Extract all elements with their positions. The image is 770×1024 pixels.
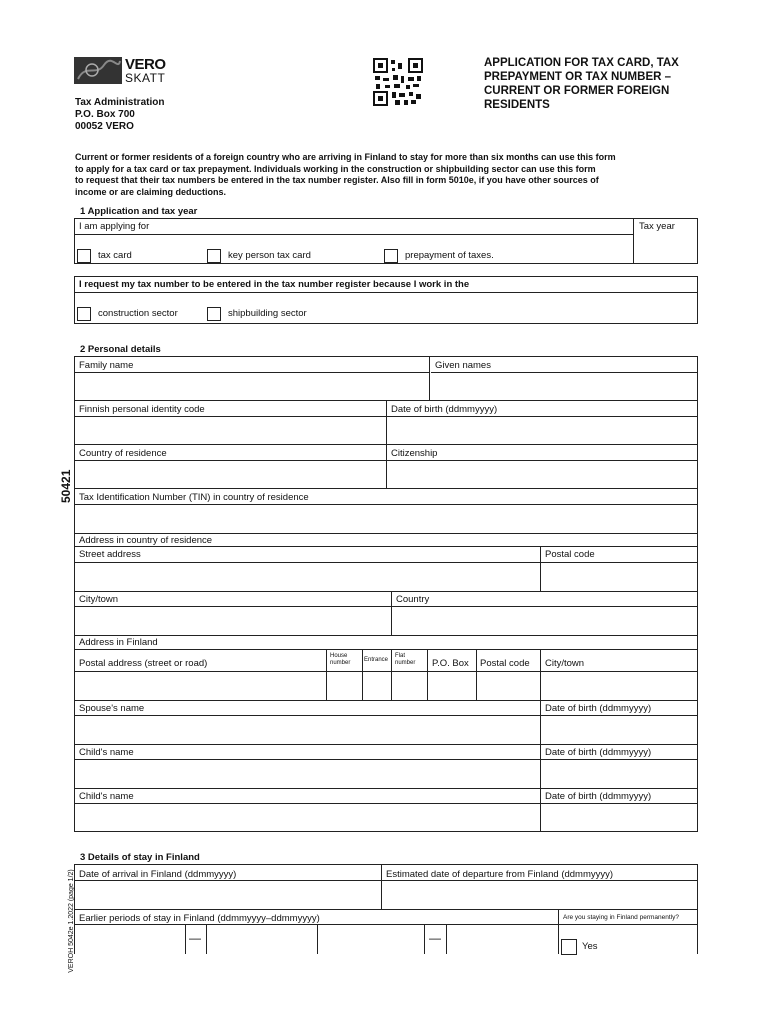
applying-for-label: I am applying for <box>79 221 150 232</box>
row-rule <box>74 546 698 547</box>
permanent-question: Are you staying in Finland permanently? <box>563 914 679 921</box>
spouse-name-label: Spouse's name <box>79 703 145 714</box>
construction-checkbox[interactable] <box>77 307 91 321</box>
dob-label: Date of birth (ddmmyyyy) <box>391 404 498 415</box>
child2-dob-field[interactable] <box>541 804 697 831</box>
row-rule <box>74 533 698 534</box>
section-2-heading: 2 Personal details <box>80 344 161 355</box>
period-2-start-field[interactable] <box>318 925 424 954</box>
yes-label: Yes <box>582 941 598 952</box>
tax-card-checkbox[interactable] <box>77 249 91 263</box>
finnish-id-label: Finnish personal identity code <box>79 404 205 415</box>
spouse-dob-field[interactable] <box>541 716 697 744</box>
tax-year-label: Tax year <box>639 221 675 232</box>
postal-address-label: Postal address (street or road) <box>79 658 208 669</box>
dob-field[interactable] <box>387 417 697 444</box>
form-code: VEROH 5042e 1.2022 (page 1/2) <box>68 869 75 973</box>
tax-year-field[interactable] <box>634 234 697 263</box>
intro-line-2: to apply for a tax card or tax prepayment. Individuals working in the construction or shipbuilding sector can use this form <box>75 163 596 174</box>
divider <box>74 292 698 293</box>
qr-code-icon <box>373 58 423 106</box>
family-name-label: Family name <box>79 360 134 371</box>
spouse-name-field[interactable] <box>75 716 540 744</box>
city2-field[interactable] <box>541 672 697 700</box>
intro-text <box>75 152 616 198</box>
flat-number-label: Flat number <box>395 653 416 666</box>
key-person-checkbox[interactable] <box>207 249 221 263</box>
construction-label: construction sector <box>98 308 178 319</box>
logo-emblem-icon <box>74 57 122 84</box>
intro-line-3: to request that their tax numbers be entered in the tax number register. Also fill in form 5010e, if you have other sources of <box>75 175 599 185</box>
logo-word-skatt: SKATT <box>125 71 166 85</box>
period-1-end-field[interactable] <box>207 925 317 954</box>
earlier-periods-label: Earlier periods of stay in Finland (ddmmyyyy–ddmmyyyy) <box>79 913 320 924</box>
given-names-label: Given names <box>435 360 491 371</box>
finnish-id-field[interactable] <box>75 417 386 444</box>
title-line-3: CURRENT OR FORMER FOREIGN <box>484 85 670 97</box>
city-label: City/town <box>79 594 119 605</box>
prepayment-label: prepayment of taxes. <box>405 250 494 261</box>
divider <box>74 234 633 235</box>
child1-dob-field[interactable] <box>541 760 697 788</box>
tax-card-label: tax card <box>98 250 132 261</box>
given-names-field[interactable] <box>432 373 697 400</box>
child1-name-field[interactable] <box>75 760 540 788</box>
tin-field[interactable] <box>75 505 697 533</box>
form-number: 50421 <box>59 469 73 503</box>
intro-line-1: Current or former residents of a foreign country who are arriving in Finland to stay for more than six months can use this form <box>75 152 616 162</box>
address-line-1: Tax Administration <box>75 97 165 108</box>
row-rule <box>74 488 698 489</box>
title-line-2: PREPAYMENT OR TAX NUMBER – <box>484 71 672 83</box>
house-number-field[interactable] <box>327 672 362 700</box>
key-person-label: key person tax card <box>228 250 311 261</box>
shipbuilding-label: shipbuilding sector <box>228 308 307 319</box>
period-2-end-field[interactable] <box>447 925 558 954</box>
row-rule <box>74 909 698 910</box>
period-1-start-field[interactable] <box>75 925 185 954</box>
child1-name-label: Child's name <box>79 747 134 758</box>
city-field[interactable] <box>75 607 391 635</box>
row-rule <box>74 635 698 636</box>
child2-name-field[interactable] <box>75 804 540 831</box>
form-title <box>484 56 679 112</box>
family-name-field[interactable] <box>75 373 429 400</box>
period-dash-2: — <box>429 931 441 945</box>
row-rule <box>74 788 698 789</box>
tax-number-request-label: I request my tax number to be entered in the tax number register because I work in the <box>79 279 470 290</box>
flat-number-field[interactable] <box>392 672 427 700</box>
postal-code2-field[interactable] <box>477 672 540 700</box>
tin-label: Tax Identification Number (TIN) in country of residence <box>79 492 309 503</box>
po-box-label: P.O. Box <box>432 658 469 669</box>
arrival-field[interactable] <box>75 881 381 909</box>
departure-label: Estimated date of departure from Finland (ddmmyyyy) <box>386 869 614 880</box>
col-rule <box>185 924 186 954</box>
shipbuilding-checkbox[interactable] <box>207 307 221 321</box>
yes-checkbox[interactable] <box>561 939 577 955</box>
logo-word-vero: VERO <box>125 56 166 73</box>
departure-field[interactable] <box>382 881 697 909</box>
prepayment-checkbox[interactable] <box>384 249 398 263</box>
period-dash-1: — <box>189 931 201 945</box>
vero-logo <box>74 57 170 85</box>
col-rule <box>558 909 559 954</box>
form-code-vertical <box>60 851 75 991</box>
street-label: Street address <box>79 549 141 560</box>
entrance-field[interactable] <box>363 672 391 700</box>
section-3-heading: 3 Details of stay in Finland <box>80 852 200 863</box>
address-foreign-label: Address in country of residence <box>79 535 213 546</box>
postal-code-label: Postal code <box>545 549 595 560</box>
house-number-label: House number <box>330 653 351 666</box>
entrance-label: Entrance <box>364 657 389 663</box>
address-finland-label: Address in Finland <box>79 637 158 648</box>
title-line-4: RESIDENTS <box>484 99 550 111</box>
col-rule <box>424 924 425 954</box>
po-box-field[interactable] <box>428 672 476 700</box>
citizenship-label: Citizenship <box>391 448 438 459</box>
address-line-2: P.O. Box 700 <box>75 109 135 120</box>
postal-code-field[interactable] <box>541 563 697 591</box>
city2-label: City/town <box>545 658 585 669</box>
country-field[interactable] <box>392 607 697 635</box>
country-label: Country <box>396 594 430 605</box>
address-line-3: 00052 VERO <box>75 121 134 132</box>
country-residence-label: Country of residence <box>79 448 167 459</box>
row-rule <box>74 700 698 701</box>
postal-address-field[interactable] <box>75 672 326 700</box>
title-line-1: APPLICATION FOR TAX CARD, TAX <box>484 57 679 69</box>
postal-code2-label: Postal code <box>480 658 530 669</box>
child2-name-label: Child's name <box>79 791 134 802</box>
arrival-label: Date of arrival in Finland (ddmmyyyy) <box>79 869 237 880</box>
sender-address <box>75 97 164 133</box>
row-rule <box>74 649 698 650</box>
citizenship-field[interactable] <box>387 461 697 488</box>
row-rule <box>74 744 698 745</box>
street-field[interactable] <box>75 563 540 591</box>
intro-line-4: income or are claiming deductions. <box>75 186 227 197</box>
child2-dob-label: Date of birth (ddmmyyyy) <box>545 791 652 802</box>
row-rule <box>74 591 698 592</box>
child1-dob-label: Date of birth (ddmmyyyy) <box>545 747 652 758</box>
form-number-vertical <box>57 469 73 503</box>
section-1-heading: 1 Application and tax year <box>80 206 198 217</box>
country-residence-field[interactable] <box>75 461 386 488</box>
spouse-dob-label: Date of birth (ddmmyyyy) <box>545 703 652 714</box>
col-rule <box>429 356 430 400</box>
